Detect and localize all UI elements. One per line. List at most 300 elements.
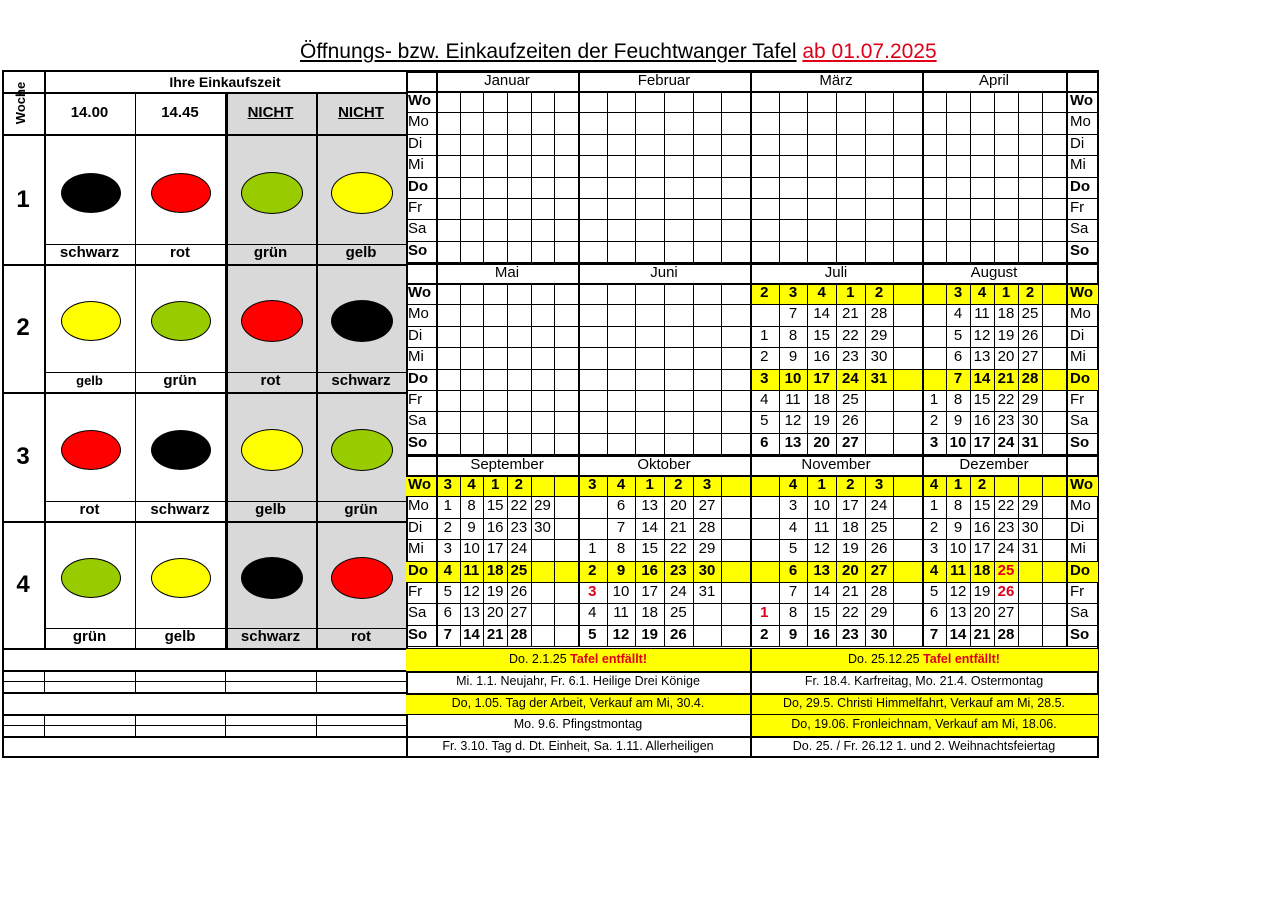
- day-cell: 12: [813, 540, 830, 558]
- note-row-line: [406, 693, 1099, 695]
- weekday-left-so: So: [408, 625, 428, 643]
- day-cell: 31: [1021, 433, 1039, 451]
- month-name-juni: Juni: [650, 264, 678, 281]
- day-cell: 26: [870, 540, 888, 558]
- weekday-left-so: So: [408, 433, 428, 451]
- color-oval-gelb: [331, 172, 393, 214]
- day-row-line: [406, 411, 1099, 412]
- day-cell: 23: [841, 348, 859, 366]
- day-row-line: [406, 134, 1099, 135]
- note-area-col: [225, 670, 226, 692]
- month-name-juli: Juli: [824, 264, 848, 281]
- holiday-note-right: Do, 29.5. Christi Himmelfahrt, Verkauf am Mi, 28.5.: [782, 695, 1066, 710]
- weekday-right-sa: Sa: [1070, 412, 1089, 430]
- day-cell: 25: [997, 561, 1015, 579]
- day-row-line: [406, 496, 1099, 497]
- weekday-left-di: Di: [408, 134, 423, 152]
- day-cell: 1: [846, 284, 855, 301]
- time-label-4: NICHT: [338, 104, 384, 121]
- day-cell: 10: [949, 433, 967, 451]
- color-label-rot: rot: [260, 372, 281, 389]
- day-cell: 5: [760, 412, 769, 430]
- day-row-line: [406, 625, 1099, 626]
- day-cell: 7: [929, 625, 939, 643]
- day-cell: 21: [669, 518, 687, 536]
- note-date: Do. 25.12.25: [848, 652, 924, 666]
- day-cell: 10: [813, 497, 830, 515]
- month-separator: [750, 263, 752, 454]
- weekday-right-so: So: [1070, 241, 1090, 259]
- day-cell: 14: [973, 369, 991, 387]
- color-label-schwarz: schwarz: [59, 244, 120, 261]
- day-row-line: [406, 283, 1099, 285]
- color-oval-grün: [61, 558, 121, 598]
- weekday-left-so: So: [408, 241, 428, 259]
- month-block-line: [406, 263, 1099, 265]
- week-number-4: 4: [16, 570, 30, 598]
- weekday-left-wo: Wo: [408, 284, 432, 301]
- weekday-left-do: Do: [408, 369, 428, 387]
- day-cell: 26: [997, 583, 1015, 600]
- day-cell: 1: [953, 476, 963, 493]
- week-divider: [2, 521, 406, 523]
- day-cell: 17: [973, 433, 991, 451]
- day-cell: 3: [588, 583, 597, 600]
- day-cell: 3: [443, 540, 452, 558]
- note-row-line: [406, 736, 1099, 738]
- day-cell: 1: [1001, 284, 1011, 301]
- day-cell: 3: [874, 476, 884, 493]
- day-cell: 1: [490, 476, 500, 493]
- color-oval-schwarz: [331, 300, 393, 342]
- day-cell: 17: [641, 583, 658, 600]
- woche-header: Woche: [13, 81, 28, 125]
- weekday-left-fr: Fr: [408, 583, 423, 600]
- day-cell: 12: [463, 583, 480, 600]
- day-cell: 29: [534, 497, 551, 515]
- day-cell: 25: [1021, 305, 1039, 323]
- day-cell: 3: [760, 369, 769, 387]
- day-cell: 23: [997, 412, 1015, 430]
- day-cell: 4: [817, 284, 826, 301]
- day-cell: 1: [588, 540, 597, 558]
- day-cell: 26: [1021, 326, 1039, 344]
- day-cell: 14: [641, 518, 658, 536]
- day-cell: 4: [977, 284, 987, 301]
- day-cell: 7: [616, 518, 626, 536]
- day-row-line: [406, 198, 1099, 199]
- holiday-note-left: Mo. 9.6. Pfingstmontag: [513, 717, 643, 732]
- day-cell: 27: [841, 433, 859, 451]
- color-label-schwarz: schwarz: [331, 372, 391, 389]
- day-cell: 6: [443, 604, 452, 622]
- month-block-line: [406, 71, 1099, 73]
- day-cell: 14: [813, 583, 830, 600]
- month-name-februar: Februar: [637, 72, 691, 89]
- color-label-grün: grün: [72, 628, 107, 645]
- day-cell: 22: [669, 540, 687, 558]
- day-cell: 12: [949, 583, 967, 600]
- day-cell: 20: [997, 348, 1015, 366]
- day-cell: 8: [953, 497, 963, 515]
- day-cell: 11: [613, 604, 629, 622]
- note-area-thin-line: [2, 725, 406, 726]
- day-cell: 27: [1021, 348, 1039, 366]
- day-cell: 3: [788, 284, 798, 301]
- day-row-line: [406, 433, 1099, 434]
- weekday-right-mo: Mo: [1070, 497, 1091, 515]
- holiday-note-right: [750, 649, 1098, 669]
- day-cell: 4: [443, 561, 452, 579]
- color-oval-grün: [151, 301, 211, 341]
- day-cell: 30: [534, 518, 551, 536]
- day-cell: 3: [929, 540, 939, 558]
- month-separator: [750, 455, 752, 646]
- month-separator: [1066, 263, 1068, 454]
- holiday-note-left: Fr. 3.10. Tag d. Dt. Einheit, Sa. 1.11. Allerheiligen: [442, 739, 714, 754]
- day-cell: 15: [973, 497, 991, 515]
- day-cell: 21: [841, 583, 859, 600]
- month-name-oktober: Oktober: [637, 456, 691, 473]
- month-block-line: [406, 455, 1099, 457]
- day-row-line: [406, 518, 1099, 519]
- day-cell: 16: [973, 412, 991, 430]
- month-separator: [922, 71, 924, 262]
- day-cell: 29: [870, 604, 888, 622]
- day-cell: 19: [641, 625, 658, 643]
- day-cell: 24: [510, 540, 528, 558]
- note-area-line: [2, 714, 406, 716]
- note-area-thin-line: [2, 681, 406, 682]
- day-cell: 22: [997, 391, 1015, 408]
- day-cell: 9: [953, 412, 963, 430]
- day-cell: 19: [973, 583, 991, 600]
- day-row-line: [406, 177, 1099, 178]
- month-separator: [436, 455, 438, 646]
- day-cell: 29: [698, 540, 716, 558]
- note-area-col: [225, 714, 226, 736]
- day-cell: 28: [997, 625, 1015, 643]
- weekday-right-fr: Fr: [1070, 391, 1085, 408]
- day-cell: 22: [841, 326, 859, 344]
- day-cell: 2: [846, 476, 855, 493]
- color-label-gelb: gelb: [76, 373, 103, 388]
- day-row-line: [406, 603, 1099, 604]
- day-cell: 13: [641, 497, 658, 515]
- day-cell: 20: [841, 561, 859, 579]
- day-cell: 11: [950, 561, 966, 579]
- day-cell: 1: [443, 497, 452, 515]
- day-cell: 13: [784, 433, 802, 451]
- day-cell: 2: [1025, 284, 1035, 301]
- day-cell: 6: [953, 348, 963, 366]
- day-cell: 6: [788, 561, 798, 579]
- month-name-april: April: [978, 72, 1009, 89]
- day-cell: 16: [813, 348, 830, 366]
- color-oval-schwarz: [151, 430, 211, 470]
- day-cell: 8: [788, 326, 798, 344]
- day-cell: 6: [760, 433, 769, 451]
- month-separator: [922, 455, 924, 646]
- weekday-right-fr: Fr: [1070, 199, 1085, 216]
- weekday-left-wo: Wo: [408, 92, 432, 109]
- color-oval-grün: [331, 429, 393, 471]
- month-name-mai: Mai: [494, 264, 520, 281]
- day-cell: 10: [949, 540, 967, 558]
- weekday-right-mi: Mi: [1070, 156, 1086, 174]
- day-cell: 16: [973, 518, 991, 536]
- day-cell: 16: [486, 518, 504, 536]
- day-cell: 3: [702, 476, 712, 493]
- day-cell: 18: [641, 604, 658, 622]
- day-cell: 2: [929, 518, 939, 536]
- day-row-line: [406, 475, 1099, 477]
- time-label-2: 14.45: [161, 104, 199, 121]
- day-cell: 7: [443, 625, 452, 643]
- day-row-line: [406, 369, 1099, 370]
- weekday-right-mo: Mo: [1070, 305, 1091, 323]
- weekday-right-do: Do: [1070, 177, 1090, 195]
- note-row-line: [406, 671, 1099, 673]
- week-divider: [2, 392, 406, 394]
- color-label-rot: rot: [170, 244, 190, 261]
- month-separator: [436, 263, 438, 454]
- day-cell: 2: [443, 518, 452, 536]
- day-cell: 2: [674, 476, 683, 493]
- weekday-right-sa: Sa: [1070, 220, 1089, 238]
- weekday-left-di: Di: [408, 326, 423, 344]
- day-cell: 3: [953, 284, 963, 301]
- day-cell: 25: [669, 604, 687, 622]
- title-date: ab 01.07.2025: [802, 40, 937, 63]
- day-cell: 4: [760, 391, 769, 408]
- color-oval-gelb: [241, 429, 303, 471]
- month-name-dezember: Dezember: [959, 456, 1029, 473]
- month-separator: [436, 71, 438, 262]
- day-row-line: [406, 347, 1099, 348]
- time-label-1: 14.00: [70, 104, 109, 121]
- day-cell: 2: [874, 284, 884, 301]
- weekday-left-wo: Wo: [408, 476, 432, 493]
- month-separator: [750, 71, 752, 262]
- note-area-col: [135, 670, 136, 692]
- day-cell: 24: [997, 540, 1015, 558]
- day-cell: 9: [788, 625, 798, 643]
- day-cell: 15: [486, 497, 504, 515]
- day-cell: 24: [870, 497, 888, 515]
- weekday-right-wo: Wo: [1070, 476, 1094, 493]
- day-cell: 24: [669, 583, 687, 600]
- weekday-left-sa: Sa: [408, 412, 427, 430]
- day-cell: 5: [588, 625, 597, 643]
- color-oval-rot: [61, 430, 121, 470]
- day-cell: 10: [784, 369, 802, 387]
- weekday-left-mi: Mi: [408, 156, 424, 174]
- day-cell: 17: [486, 540, 504, 558]
- weekday-left-do: Do: [408, 177, 428, 195]
- day-cell: 16: [641, 561, 658, 579]
- day-cell: 26: [669, 625, 687, 643]
- nicht-divider: [316, 92, 318, 648]
- note-date: Do. 2.1.25: [508, 652, 571, 666]
- weekday-right-wo: Wo: [1070, 92, 1094, 109]
- time-label-3: NICHT: [247, 104, 294, 121]
- weekday-left-mi: Mi: [408, 348, 424, 366]
- day-cell: 20: [669, 497, 687, 515]
- week-divider: [2, 264, 406, 266]
- day-cell: 31: [698, 583, 716, 600]
- day-row-line: [406, 390, 1099, 391]
- day-cell: 25: [870, 518, 888, 536]
- day-cell: 1: [929, 391, 939, 408]
- weekday-right-do: Do: [1070, 369, 1090, 387]
- day-cell: 21: [841, 305, 859, 323]
- day-cell: 30: [1021, 518, 1039, 536]
- weekday-left-mo: Mo: [408, 113, 429, 131]
- day-cell: 26: [841, 412, 859, 430]
- month-separator: [1066, 455, 1068, 646]
- weekday-right-wo: Wo: [1070, 284, 1094, 301]
- day-row-line: [406, 539, 1099, 540]
- day-cell: 12: [784, 412, 802, 430]
- holiday-note-right: Do. 25. / Fr. 26.12 1. und 2. Weihnachtsfeiertag: [792, 739, 1056, 754]
- day-cell: 8: [953, 391, 963, 408]
- day-cell: 23: [997, 518, 1015, 536]
- note-cancel: Tafel entfällt!: [923, 652, 1000, 666]
- day-cell: 1: [760, 326, 769, 344]
- day-cell: 21: [486, 625, 504, 643]
- day-row-line: [406, 241, 1099, 242]
- month-name-januar: Januar: [484, 72, 530, 89]
- day-cell: 1: [645, 476, 654, 493]
- day-cell: 1: [929, 497, 939, 515]
- day-cell: 7: [788, 305, 798, 323]
- day-cell: 30: [870, 625, 888, 643]
- day-cell: 12: [612, 625, 630, 643]
- day-cell: 13: [463, 604, 480, 622]
- day-cell: 23: [510, 518, 528, 536]
- day-cell: 24: [841, 369, 859, 387]
- day-cell: 30: [870, 348, 888, 366]
- day-cell: 4: [788, 476, 798, 493]
- month-separator: [922, 263, 924, 454]
- day-cell: 11: [974, 305, 990, 323]
- day-cell: 1: [760, 604, 769, 622]
- day-cell: 19: [841, 540, 859, 558]
- color-oval-schwarz: [241, 557, 303, 599]
- day-cell: 3: [788, 497, 798, 515]
- day-cell: 17: [973, 540, 991, 558]
- day-cell: 13: [949, 604, 967, 622]
- weekday-right-sa: Sa: [1070, 604, 1089, 622]
- day-cell: 17: [813, 369, 830, 387]
- day-cell: 9: [953, 518, 963, 536]
- day-cell: 27: [698, 497, 716, 515]
- day-cell: 19: [813, 412, 830, 430]
- weekday-right-mi: Mi: [1070, 348, 1086, 366]
- day-cell: 12: [973, 326, 991, 344]
- color-oval-rot: [241, 300, 303, 342]
- weekday-left-sa: Sa: [408, 604, 427, 622]
- color-label-grün: grün: [253, 244, 288, 261]
- day-cell: 7: [788, 583, 798, 600]
- day-cell: 2: [760, 625, 769, 643]
- day-row-line: [406, 91, 1099, 93]
- day-cell: 5: [929, 583, 939, 600]
- day-cell: 14: [813, 305, 830, 323]
- day-cell: 14: [949, 625, 967, 643]
- weekday-right-mi: Mi: [1070, 540, 1086, 558]
- day-cell: 10: [463, 540, 480, 558]
- day-row-line: [406, 304, 1099, 305]
- day-cell: 25: [841, 391, 859, 408]
- day-row-line: [406, 326, 1099, 327]
- day-cell: 30: [698, 561, 716, 579]
- day-cell: 24: [997, 433, 1015, 451]
- note-area-col: [316, 670, 317, 692]
- day-cell: 4: [788, 518, 798, 536]
- day-cell: 15: [813, 326, 830, 344]
- day-cell: 15: [973, 391, 991, 408]
- weekday-right-di: Di: [1070, 518, 1085, 536]
- woche-column-line: [44, 70, 46, 648]
- weekday-left-fr: Fr: [408, 391, 423, 408]
- weekday-left-fr: Fr: [408, 199, 423, 216]
- day-cell: 3: [588, 476, 597, 493]
- day-cell: 27: [997, 604, 1015, 622]
- day-cell: 7: [953, 369, 963, 387]
- day-cell: 17: [841, 497, 859, 515]
- day-cell: 8: [616, 540, 626, 558]
- day-cell: 14: [463, 625, 480, 643]
- note-cancel: Tafel entfällt!: [570, 652, 647, 666]
- day-cell: 11: [785, 391, 801, 408]
- day-cell: 5: [788, 540, 798, 558]
- color-oval-grün: [241, 172, 303, 214]
- day-cell: 3: [929, 433, 939, 451]
- day-cell: 4: [953, 305, 963, 323]
- day-cell: 13: [813, 561, 830, 579]
- day-cell: 1: [817, 476, 826, 493]
- day-cell: 28: [870, 583, 888, 600]
- title-main: Öffnungs- bzw. Einkaufzeiten der Feuchtwanger Tafel: [300, 40, 797, 63]
- day-cell: 16: [813, 625, 830, 643]
- day-cell: 2: [760, 348, 769, 366]
- color-label-rot: rot: [351, 628, 371, 645]
- note-area-line: [2, 692, 406, 694]
- holiday-note-right: Fr. 18.4. Karfreitag, Mo. 21.4. Ostermontag: [804, 673, 1044, 688]
- day-cell: 9: [788, 348, 798, 366]
- color-oval-rot: [331, 557, 393, 599]
- day-cell: 18: [813, 391, 830, 408]
- day-cell: 20: [486, 604, 504, 622]
- day-cell: 21: [997, 369, 1015, 387]
- day-cell: 20: [973, 604, 991, 622]
- note-area-col: [135, 714, 136, 736]
- day-cell: 23: [841, 625, 859, 643]
- color-label-schwarz: schwarz: [150, 501, 210, 518]
- time-column-line: [135, 92, 136, 648]
- note-area-col: [316, 714, 317, 736]
- day-cell: 9: [467, 518, 476, 536]
- einkaufszeit-header: Ihre Einkaufszeit: [169, 74, 281, 90]
- page-title: [300, 40, 937, 64]
- day-cell: 30: [1021, 412, 1039, 430]
- header-bottom-line: [2, 134, 406, 136]
- weekday-left-mo: Mo: [408, 497, 429, 515]
- day-cell: 28: [698, 518, 716, 536]
- week-number-2: 2: [16, 314, 30, 341]
